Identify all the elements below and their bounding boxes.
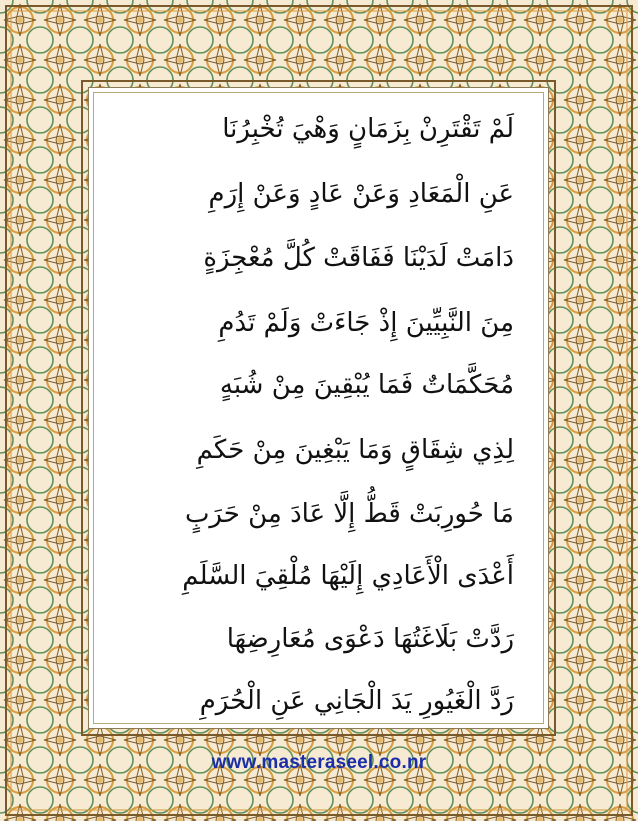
- website-link[interactable]: www.masteraseel.co.nr: [211, 752, 427, 773]
- poem-panel: [88, 87, 549, 729]
- verse-line-9: رَدَّتْ بَلَاغَتُهَا دَعْوَى مُعَارِضِهَا: [226, 624, 514, 654]
- verse-line-2: عَنِ الْمَعَادِ وَعَنْ عَادٍ وَعَنْ إِرَمِ: [208, 179, 514, 209]
- verse-line-10: رَدَّ الْغَيُورِ يَدَ الْجَانِي عَنِ الْحُرَمِ: [199, 686, 514, 716]
- verse-line-7: مَا حُورِبَتْ قَطُّ إِلَّا عَادَ مِنْ حَرَبٍ: [184, 499, 514, 529]
- verse-line-4: مِنَ النَّبِيِّينَ إِذْ جَاءَتْ وَلَمْ تَدُمِ: [218, 308, 514, 338]
- verse-line-3: دَامَتْ لَدَيْنَا فَفَاقَتْ كُلَّ مُعْجِزَةٍ: [203, 243, 514, 273]
- verse-line-8: أَعْدَى الْأَعَادِي إِلَيْهَا مُلْقِيَ السَّلَمِ: [182, 561, 514, 591]
- verse-line-6: لِذِي شِقَاقٍ وَمَا يَبْغِينَ مِنْ حَكَمِ: [196, 435, 514, 465]
- verse-line-5: مُحَكَّمَاتٌ فَمَا يُبْقِينَ مِنْ شُبَهٍ: [219, 370, 514, 400]
- verse-line-1: لَمْ تَقْتَرِنْ بِزَمَانٍ وَهْيَ تُخْبِرُنَا: [222, 114, 514, 144]
